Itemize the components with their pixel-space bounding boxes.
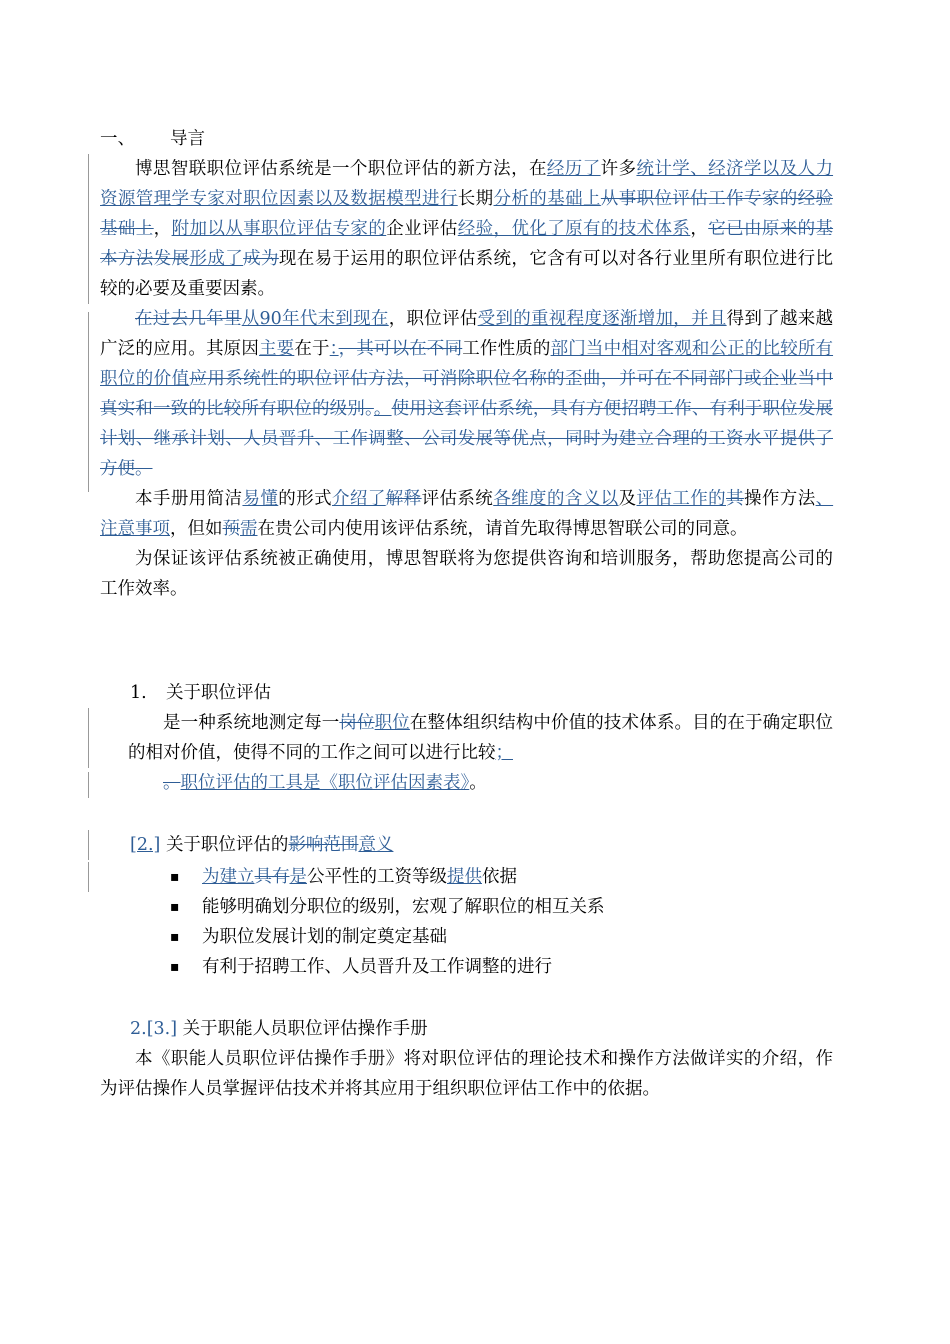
inserted-text: 经验，优化了原有的技术体系: [457, 219, 691, 239]
inserted-text: 职位评估的工具是《职位评估因素表》: [180, 773, 470, 793]
inserted-text: 经历了: [546, 159, 601, 179]
inserted-text: ：: [329, 339, 339, 359]
inserted-text: 介绍了: [332, 489, 386, 509]
inserted-text: 形成了: [189, 249, 244, 269]
body-text: 在于: [294, 339, 330, 359]
intro-paragraph-4: [100, 544, 833, 604]
body-text: 及: [618, 489, 637, 509]
body-text: 操作方法: [743, 489, 816, 509]
section-1-heading: [130, 678, 271, 708]
body-text: 为职位发展计划的制定奠定基础: [202, 927, 447, 947]
section-3-number: 2.[3.]: [130, 1019, 178, 1039]
body-text: 得到了越来越广泛的应用。其原因: [100, 309, 834, 359]
deleted-text: 它已由原来的基本方法发展: [100, 219, 834, 269]
change-bar: [88, 154, 89, 304]
body-text: 长期: [457, 189, 494, 209]
section-2-number: [2.]: [130, 835, 161, 855]
section-2-title-inserted: 意义: [358, 835, 394, 855]
body-text: 现在易于运用的职位评估系统，它含有可以对各行业里所有职位进行比较的必要及重要因素。: [100, 249, 834, 299]
inserted-text: 分析的基础上: [493, 189, 601, 209]
section-3-paragraph-1: [100, 1044, 833, 1104]
section-2-heading: [130, 830, 393, 860]
inserted-text: ；: [495, 743, 513, 763]
intro-paragraph-1: [100, 154, 833, 304]
body-text: ，: [690, 219, 709, 239]
body-text: 有利于招聘工作、人员晋升及工作调整的进行: [202, 957, 552, 977]
inserted-text: 提供: [447, 867, 482, 887]
body-text: 企业评估: [386, 219, 458, 239]
body-text: 本《职能人员职位评估操作手册》将对职位评估的理论技术和操作方法做详实的介绍，作为评估操作人员掌握评估技术并将其应用于组织职位评估工作中的依据。: [100, 1049, 833, 1099]
section-2-title-deleted: 影响范围: [288, 835, 359, 855]
inserted-text: 需: [240, 519, 258, 539]
section-2-bullet-list: [170, 862, 810, 982]
bullet-item: [170, 862, 810, 892]
body-text: ，: [153, 219, 172, 239]
section-1-body: [128, 708, 833, 798]
body-text: 许多: [600, 159, 637, 179]
deleted-text: 在过去几年里: [135, 309, 242, 329]
body-text: 能够明确划分职位的级别，宏观了解职位的相互关系: [202, 897, 605, 917]
body-text: 评估系统: [421, 489, 494, 509]
intro-heading-title: 导言: [170, 129, 205, 149]
body-text: 的形式: [278, 489, 333, 509]
bullet-item: [170, 922, 810, 952]
deleted-text: 。: [163, 773, 181, 793]
section-3-heading: [130, 1014, 428, 1044]
section-1-title: 关于职位评估: [166, 683, 271, 703]
deleted-text: ，其可以在不同: [338, 339, 463, 359]
body-text: 在整体组织结构中价值的技术体系。目的在于确定职位的相对价值，使得不同的工作之间可以进行比较: [128, 713, 834, 763]
change-bar: [88, 830, 89, 860]
body-text: 是一种系统地测定每一: [163, 713, 340, 733]
body-text: 。: [469, 773, 487, 793]
deleted-text: 解释: [385, 489, 422, 509]
section-3-title: 关于职能人员职位评估操作手册: [182, 1019, 428, 1039]
inserted-text: 。: [373, 399, 392, 419]
inserted-text: 各维度的含义以: [493, 489, 619, 509]
inserted-text: 职位: [374, 713, 410, 733]
inserted-text: 、注意事项: [100, 489, 834, 539]
deleted-text: 应用系统性的职位评估方法，可消除职位名称的歪曲，并可在不同部门或企业当中真实和一致的比较所有职位的级别。: [100, 369, 833, 419]
deleted-text: 具有: [254, 867, 290, 887]
section-3-body: [100, 1044, 833, 1104]
change-bar: [88, 312, 89, 492]
body-text: 本手册用简洁: [135, 489, 243, 509]
section-2-title: 关于职位评估的: [165, 835, 289, 855]
deleted-text: 岗位: [339, 713, 375, 733]
intro-heading: [100, 124, 205, 154]
inserted-text: 统计学、经济学以及人力资源管理学专家对职位因素以及数据模型进行: [100, 159, 834, 209]
section-1-number: 1.: [130, 683, 147, 703]
bullet-item: [170, 952, 810, 982]
intro-paragraph-3: [100, 484, 833, 544]
deleted-text: 其: [726, 489, 744, 509]
body-text: ，但如: [170, 519, 223, 539]
inserted-text: 为建立: [202, 867, 255, 887]
deleted-text: 成为: [243, 249, 279, 269]
deleted-text: 使用这套评估系统，具有方便招聘工作、有利于职位发展计划、继承计划、人员晋升、工作调整、公司发展等优点，同时为建立合理的工资水平提供了方便。: [100, 399, 834, 479]
change-bar: [88, 772, 89, 798]
change-bar: [88, 708, 89, 768]
inserted-text: 评估工作的: [636, 489, 727, 509]
body-text: 为保证该评估系统被正确使用，博思智联将为您提供咨询和培训服务，帮助您提高公司的工作效率。: [100, 549, 833, 599]
body-text: 公平性的工资等级: [307, 867, 447, 887]
body-text: ，职位评估: [388, 309, 478, 329]
intro-heading-number: 一、: [100, 129, 135, 149]
inserted-text: 主要: [258, 339, 295, 359]
body-text: 依据: [482, 867, 517, 887]
body-text: 工作性质的: [462, 339, 551, 359]
body-text: 在贵公司内使用该评估系统，请首先取得博思智联公司的同意。: [257, 519, 748, 539]
inserted-text: 受到的重视程度逐渐增加，并且: [477, 309, 727, 329]
intro-paragraphs: [100, 154, 833, 604]
intro-paragraph-2: [100, 304, 833, 484]
inserted-text: 部门当中相对客观和公正的比较所有职位的价值: [100, 339, 834, 389]
inserted-text: 从90年代末到现在: [241, 309, 389, 329]
inserted-text: 附加以从事职位评估专家的: [171, 219, 387, 239]
bullet-item: [170, 892, 810, 922]
change-bar: [88, 862, 89, 892]
section-1-paragraph-1: [128, 708, 833, 768]
section-1-paragraph-2: [128, 768, 833, 798]
body-text: 博思智联职位评估系统是一个职位评估的新方法，在: [135, 159, 547, 179]
deleted-text: 从事职位评估工作专家的经验基础上: [100, 189, 834, 239]
inserted-text: 是: [289, 867, 307, 887]
deleted-text: 预: [222, 519, 240, 539]
inserted-text: 易懂: [242, 489, 279, 509]
